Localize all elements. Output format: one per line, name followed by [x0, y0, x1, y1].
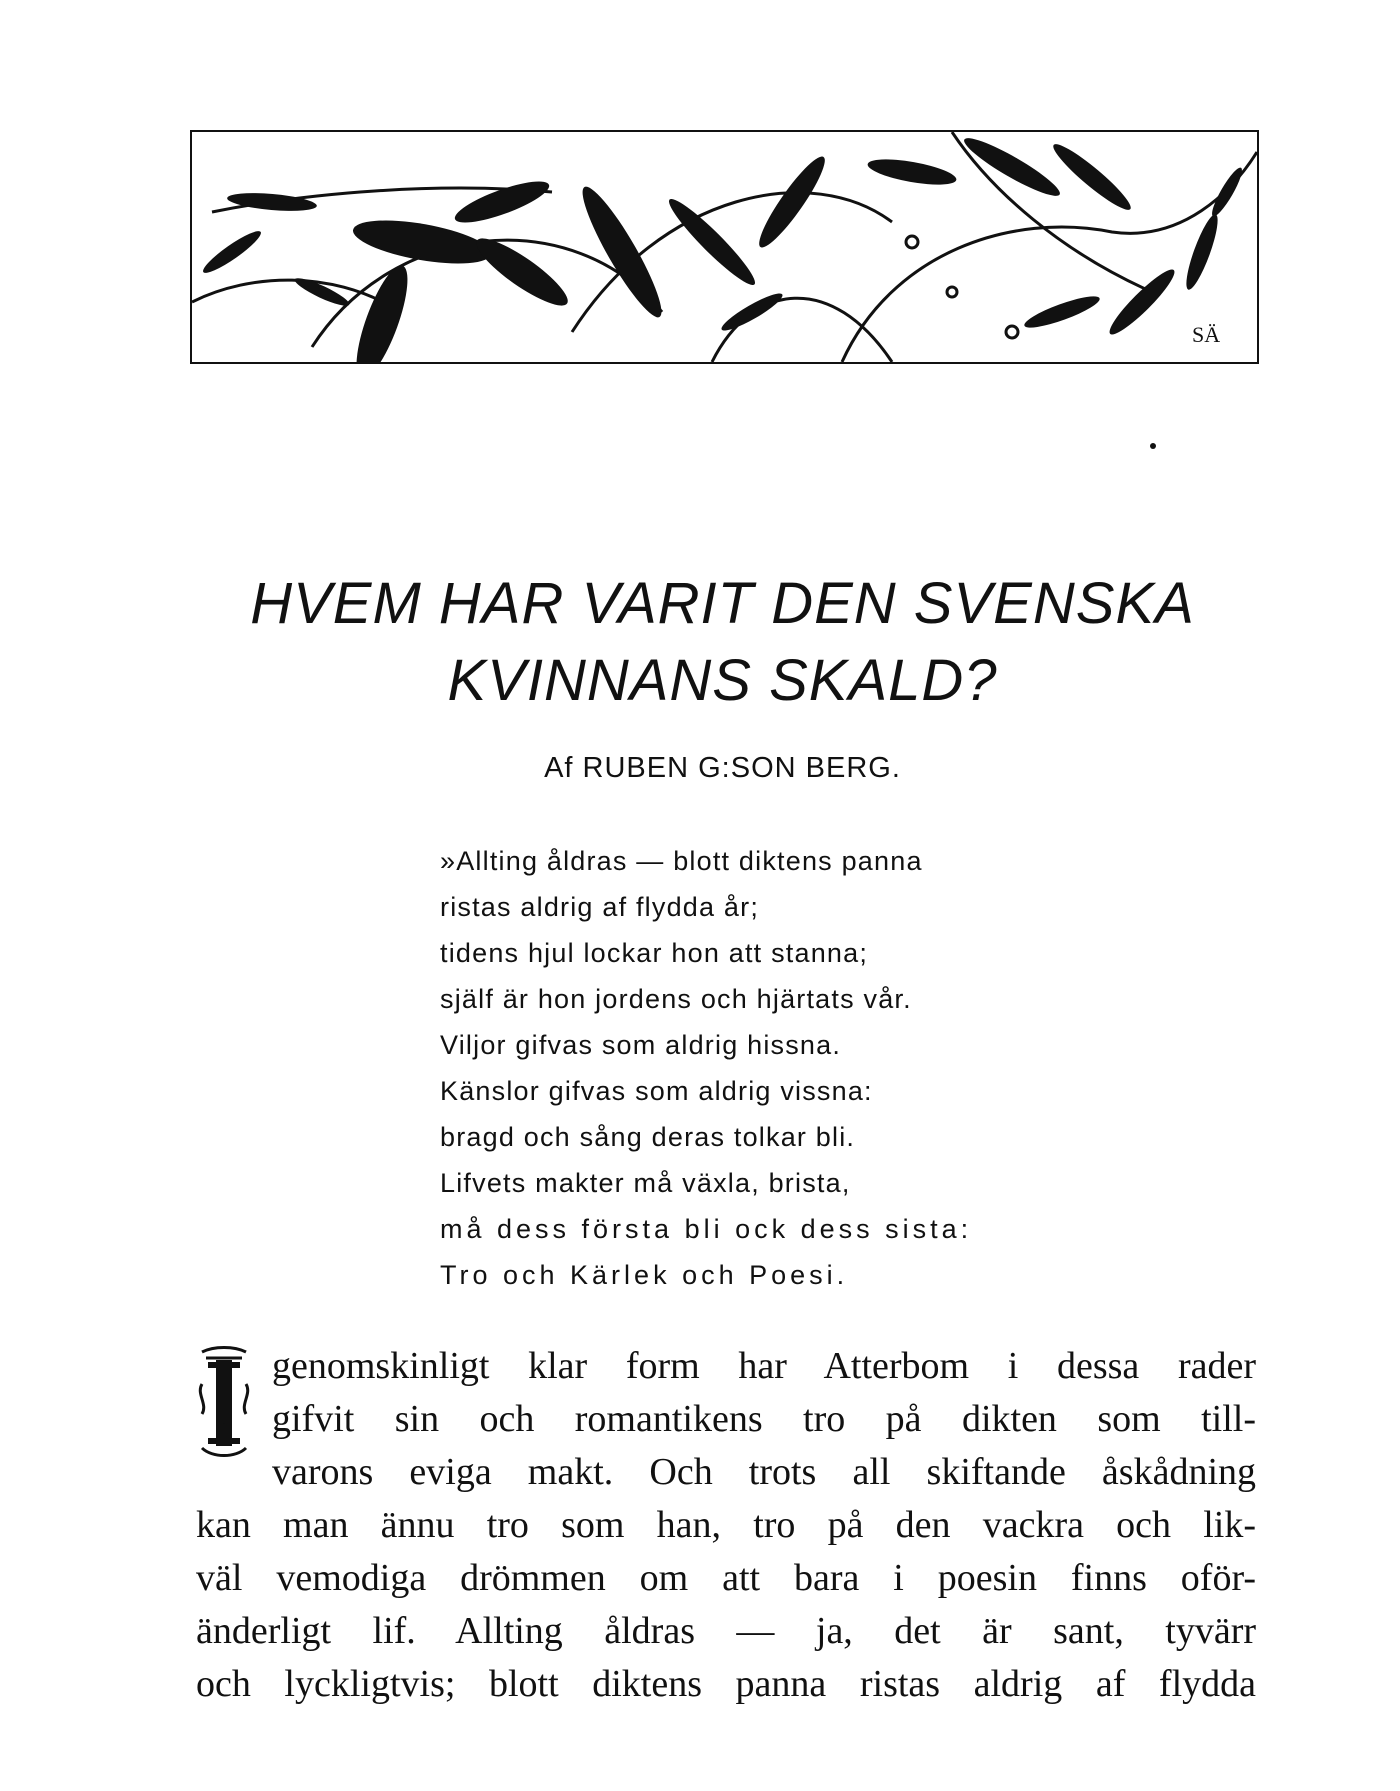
page-title-line-1: HVEM HAR VARIT DEN SVENSKA: [250, 571, 1195, 636]
epigraph-poem: [440, 838, 972, 1298]
poem-line: bragd och sång deras tolkar bli.: [440, 1122, 856, 1152]
body-text-line: kan man ännu tro som han, tro på den vackra och lik-: [196, 1504, 1256, 1546]
author-byline: Af RUBEN G:SON BERG.: [544, 752, 901, 784]
poem-line: Viljor gifvas som aldrig hissna.: [440, 1030, 842, 1060]
leaf-banner-illustration: [190, 130, 1259, 364]
drop-cap-letter: I: [223, 1423, 225, 1425]
drop-cap-ornament-svg: [196, 1344, 252, 1462]
body-text-line: genomskinligt klar form har Atterbom i dessa rader: [272, 1345, 1256, 1387]
poem-line: själf är hon jordens och hjärtats vår.: [440, 984, 912, 1014]
poem-line: ristas aldrig af flydda år;: [440, 892, 760, 922]
leaf-banner-svg: [192, 132, 1257, 362]
illustrator-signature: SÄ: [1192, 322, 1221, 347]
body-text-line: väl vemodiga drömmen om att bara i poesin finns oför-: [196, 1557, 1256, 1599]
poem-line: Lifvets makter må växla, brista,: [440, 1168, 851, 1198]
body-text-line: änderligt lif. Allting åldras — ja, det är sant, tyvärr: [196, 1610, 1256, 1652]
poem-line: Tro och Kärlek och Poesi.: [440, 1260, 849, 1290]
poem-line: Känslor gifvas som aldrig vissna:: [440, 1076, 873, 1106]
body-text-line: varons eviga makt. Och trots all skiftande åskådning: [272, 1451, 1256, 1493]
page-title-line-2: KVINNANS SKALD?: [447, 648, 998, 713]
poem-line: må dess första bli ock dess sista:: [440, 1214, 973, 1244]
poem-line: »Allting åldras — blott diktens panna: [440, 846, 923, 876]
body-text-line: och lyckligtvis; blott diktens panna ristas aldrig af flydda: [196, 1663, 1256, 1705]
drop-cap-initial: [196, 1344, 252, 1462]
print-speck: [1150, 443, 1156, 449]
body-text-line: gifvit sin och romantikens tro på dikten som till-: [272, 1398, 1256, 1440]
poem-line: tidens hjul lockar hon att stanna;: [440, 938, 869, 968]
